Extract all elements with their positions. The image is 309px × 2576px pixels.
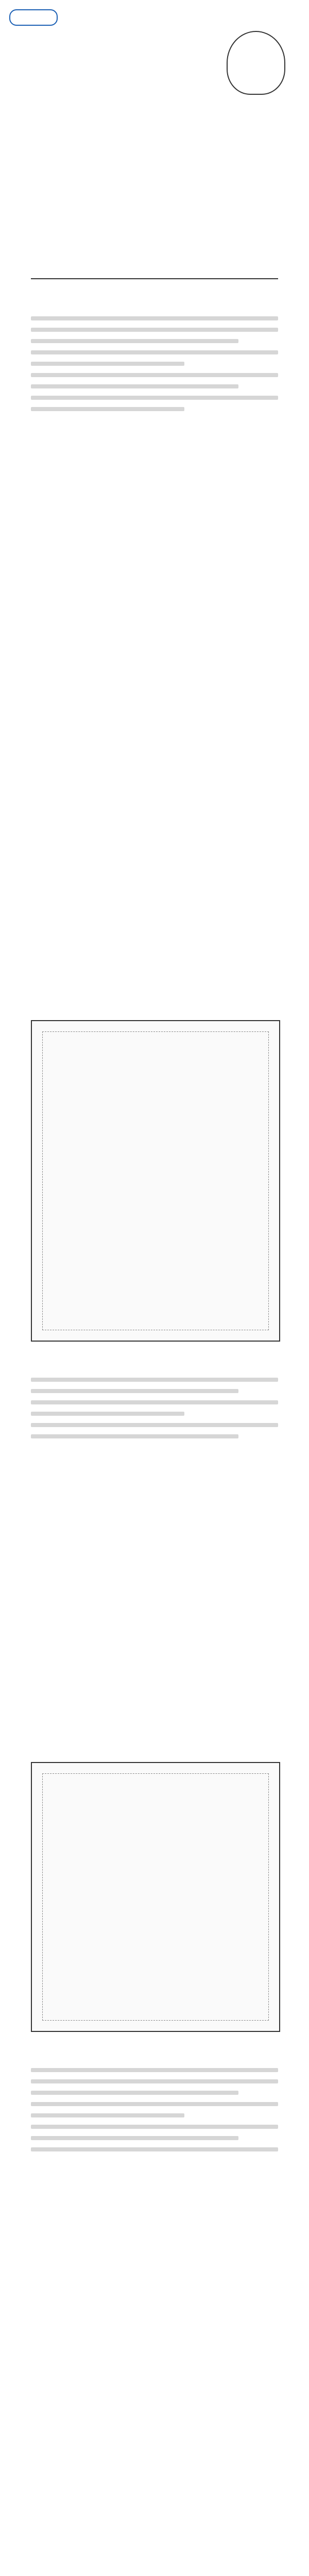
text-line bbox=[31, 350, 278, 354]
text-line bbox=[31, 2102, 278, 2106]
text-line bbox=[31, 396, 278, 400]
operation-text-block bbox=[31, 2061, 278, 2576]
text-line bbox=[31, 1400, 278, 1404]
text-line bbox=[31, 328, 278, 332]
text-line bbox=[31, 2079, 278, 2083]
header-divider bbox=[31, 278, 278, 279]
text-line bbox=[31, 2147, 278, 2151]
text-line bbox=[31, 339, 238, 343]
control-board-content bbox=[42, 1773, 269, 2021]
text-line bbox=[31, 407, 184, 411]
intro-text-block bbox=[31, 309, 278, 979]
text-line bbox=[31, 1389, 238, 1393]
text-line bbox=[31, 1423, 278, 1427]
text-line bbox=[31, 362, 184, 366]
text-line bbox=[31, 384, 238, 388]
instruction-text-block bbox=[31, 1370, 278, 1731]
text-line bbox=[31, 2091, 238, 2095]
text-line bbox=[31, 2068, 278, 2072]
text-line bbox=[31, 373, 278, 377]
text-line bbox=[31, 2136, 238, 2140]
wiring-diagram-figure bbox=[31, 1020, 280, 1342]
wiring-diagram-content bbox=[42, 1031, 269, 1330]
brand-logo bbox=[9, 9, 58, 26]
text-line bbox=[31, 2113, 184, 2117]
text-line bbox=[31, 1434, 238, 1438]
text-line bbox=[31, 1378, 278, 1382]
control-board-figure bbox=[31, 1762, 280, 2032]
mascot-image bbox=[227, 31, 285, 95]
text-line bbox=[31, 316, 278, 320]
text-line bbox=[31, 2125, 278, 2129]
text-line bbox=[31, 1412, 184, 1416]
